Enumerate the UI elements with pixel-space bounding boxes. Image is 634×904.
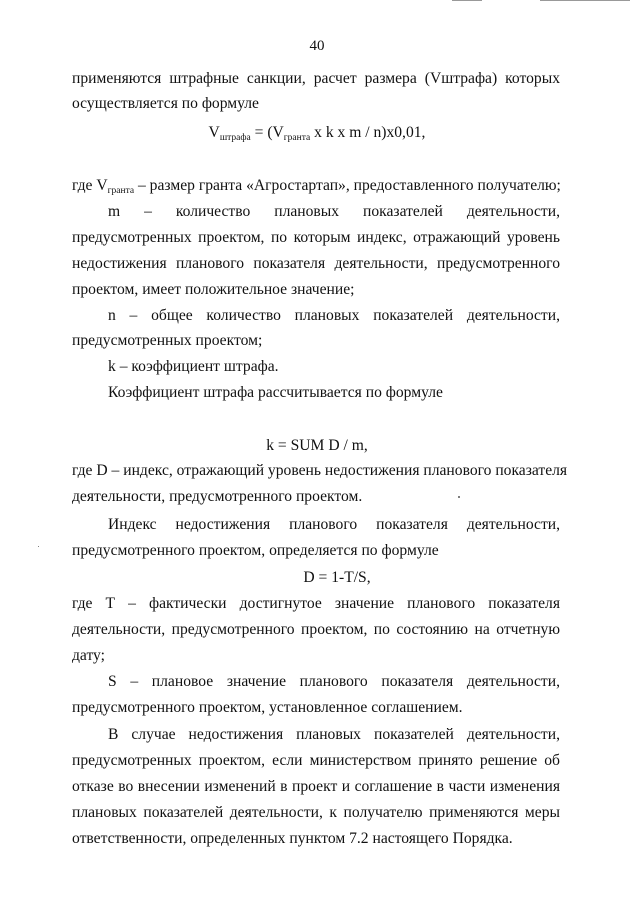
scan-edge-mark <box>452 0 482 1</box>
scan-speck <box>458 496 460 498</box>
text-line: предусмотренного проектом, определяется по формуле <box>72 542 439 559</box>
text-line: применяются штрафные санкции, расчет размера (Vштрафа) которых <box>72 70 560 87</box>
text-line: плановых показателей деятельности, к получателю применяются меры <box>72 804 560 821</box>
text-line: m – количество плановых показателей деятельности, <box>108 203 560 220</box>
text-line: S – плановое значение планового показателя деятельности, <box>108 673 560 690</box>
penalty-formula: $V_{штрафа} = (V_{гранта}$ x k x m / n)x0,01, <box>208 124 426 143</box>
text-line: деятельности, предусмотренного проектом. <box>72 488 363 505</box>
scan-speck <box>38 546 39 547</box>
coefficient-formula: k = SUM D / m, <box>266 437 368 454</box>
text-line: где $V_{гранта}$ – размер гранта «Агростартап», предоставленного получателю; <box>72 177 561 196</box>
text-line: Коэффициент штрафа рассчитывается по формуле <box>108 384 443 401</box>
text-line: предусмотренных проектом; <box>72 332 263 349</box>
text-line: предусмотренных проектом, по которым индекс, отражающий уровень <box>72 229 560 246</box>
text-line: деятельности, предусмотренного проектом, по состоянию на отчетную <box>72 621 560 638</box>
text-line: дату; <box>72 647 105 664</box>
text-line: k – коэффициент штрафа. <box>108 358 279 375</box>
text-line: осуществляется по формуле <box>72 95 259 112</box>
text-line: ответственности, определенных пунктом 7.2 настоящего Порядка. <box>72 830 513 847</box>
text-line: проектом, имеет положительное значение; <box>72 281 355 298</box>
text-line: В случае недостижения плановых показателей деятельности, <box>108 726 560 743</box>
index-formula: D = 1-T/S, <box>303 569 371 586</box>
text-line: где D – индекс, отражающий уровень недостижения планового показателя <box>72 462 568 479</box>
text-line: недостижения планового показателя деятельности, предусмотренного <box>72 255 560 272</box>
text-line: отказе во внесении изменений в проект и соглашение в части изменения <box>72 778 560 795</box>
text-line: предусмотренного проектом, установленное соглашением. <box>72 699 463 716</box>
page-number: 40 <box>309 38 325 54</box>
text-line: предусмотренных проектом, если министерством принято решение об <box>72 752 560 769</box>
text-line: n – общее количество плановых показателей деятельности, <box>108 307 560 324</box>
text-line: Индекс недостижения планового показателя деятельности, <box>108 516 560 533</box>
text-line: где Т – фактически достигнутое значение планового показателя <box>72 595 560 612</box>
scan-edge-mark <box>540 0 630 1</box>
